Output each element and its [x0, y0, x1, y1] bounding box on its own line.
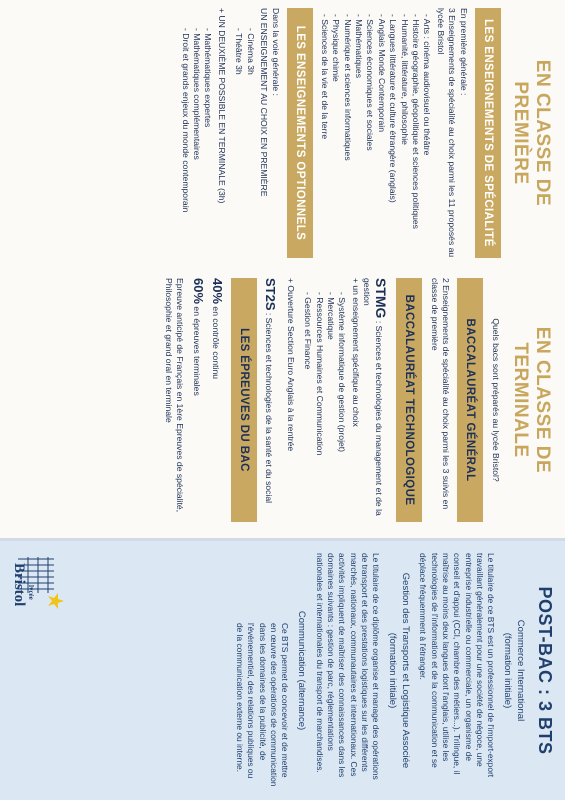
list-item: - Mathématiques — [353, 22, 364, 258]
list-item: - Théâtre 3h — [233, 36, 244, 258]
terminale-title: EN CLASSE DE TERMINALE — [510, 326, 553, 474]
specialite-list — [319, 8, 432, 258]
list-item: - Droit et grands enjeux du monde contemporain — [179, 36, 190, 258]
bts2-title: Gestion des Transports et Logistique Associée (formation initiale) — [387, 572, 411, 769]
logo-name: Bristol — [11, 563, 27, 607]
techno-band: BACCALAURÉAT TECHNOLOGIQUE — [396, 278, 422, 522]
st2s-heading — [263, 278, 278, 522]
pct-label: en épreuves terminales — [192, 304, 203, 396]
pct-controle — [210, 278, 225, 522]
stmg-options — [302, 278, 347, 522]
list-item: - Mathématiques complémentaires — [191, 36, 202, 258]
list-item: - Ressources Humaines et Communication — [313, 300, 324, 522]
specialite-intro: En première générale : — [459, 8, 469, 96]
epreuves-band: LES ÉPREUVES DU BAC — [231, 278, 257, 522]
panel-premiere — [0, 0, 565, 268]
pct-label: en contrôle continu — [211, 304, 222, 380]
panel-postbac — [0, 538, 565, 800]
stmg-heading — [361, 278, 390, 522]
bts1-text: Le titulaire de ce BTS est un professionnel de l'import-export travaillant généralement pour une société de négoce, une entreprise industrielle ou commerciale, un organisme de conseil et d'appui (CCI, chambre des métiers...). Trilingue, il maîtrise au moins deux langues dont l'anglais, utilise les technologies de l'information et de la communication et se déplace fréquemment à l'étranger. — [418, 553, 497, 778]
optionnels-head: UN ENSEIGNEMENT AU CHOIX EN PREMIÈRE — [259, 8, 270, 197]
list-item: - Physique chimie — [330, 22, 341, 258]
list-item: - Système informatique de gestion (projet) — [336, 300, 347, 522]
list-item: - Sciences de la vie et de la terre — [319, 22, 330, 258]
list-item: - Arts : cinéma audiovisuel ou théâtre — [421, 22, 432, 258]
bts1-name: Commerce International — [515, 619, 526, 722]
list-item: - Mercatique — [325, 300, 336, 522]
list-item: - Mathématiques expertes — [202, 36, 213, 258]
stmg-plus: + un enseignement spécifique au choix — [350, 278, 361, 427]
list-item: - Sciences économiques et sociales — [364, 22, 375, 258]
terminale-options-head: + UN DEUXIÈME POSSIBLE EN TERMINALE (3h) — [216, 8, 227, 204]
list-item: - Gestion et Finance — [302, 300, 313, 522]
bts3-title: Communication (alternance) — [296, 610, 308, 731]
general-band: BACCALAURÉAT GÉNÉRAL — [457, 278, 483, 522]
optionnels-intro: Dans la voie générale : — [270, 8, 281, 96]
bts1-sub: (formation initiale) — [502, 632, 514, 709]
st2s-desc: : Sciences et technologies de la santé et du social — [264, 310, 275, 504]
bts2-text: Le titulaire de ce diplôme organise et manage des opérations de transport et des prestations logistiques sur les différents marchés, nationaux, communautaires et internationaux. Ces activités impliquent de maîtriser des connaissances dans les domaines suivants : gestion de parc, réglementations nationales et internationales du transport de marchandises. — [314, 553, 382, 780]
st2s-code: ST2S — [263, 278, 279, 311]
specialite-intro2: 3 Enseignements de spécialité au choix parmi les 11 proposés au lycée Bristol — [435, 8, 458, 258]
specialite-band: LES ENSEIGNEMENTS DE SPÉCIALITÉ — [475, 8, 501, 258]
pct-value: 60% — [191, 278, 207, 305]
bts1-title — [500, 553, 526, 788]
euro-section: + Ouverture Section Euro Anglais à la rentrée — [285, 278, 296, 452]
pct-value: 40% — [210, 278, 226, 305]
list-item: - Cinéma 3h — [244, 36, 255, 258]
list-item: - Humanité, littérature, philosophie — [398, 22, 409, 258]
stmg-desc: : Sciences et technologies du management et de la gestion — [362, 278, 385, 516]
terminale-options-list — [179, 8, 213, 258]
panel-terminale — [0, 268, 565, 530]
list-item: - Histoire géographie, géopolitique et sciences politiques — [410, 22, 421, 258]
optionnels-list — [233, 8, 256, 258]
optionnels-band: LES ENSEIGNEMENTS OPTIONNELS — [287, 8, 313, 258]
pct-epreuves — [191, 278, 206, 522]
postbac-title: POST-BAC : 3 BTS — [535, 586, 555, 755]
general-text: 2 Enseignements de spécialité au choix parmi les 3 suivis en classe de première — [429, 278, 452, 510]
logo-text — [10, 563, 35, 606]
terminale-question: Quels bacs sont préparés au lycée Bristol? — [491, 318, 501, 482]
list-item: - Langues littérature et culture étrangère (anglais) — [387, 22, 398, 258]
logo-small: lycée — [27, 585, 35, 600]
premiere-title: EN CLASSE DE PREMIÈRE — [510, 59, 553, 207]
bts3-text: Ce BTS permet de concevoir et de mettre en œuvre des opérations de communication dans les domaines de la publicité, de l'événementiel, des relations publiques ou de la communication externe ou interne. — [235, 623, 291, 787]
epreuves-text: Epreuve anticipé de Français en 1ère Epreuves de spécialité, Philosophie et grand oral en terminale — [163, 278, 186, 513]
stmg-code: STMG — [373, 278, 390, 319]
list-item: - Numérique et sciences informatiques — [341, 22, 352, 258]
list-item: - Anglais Monde Contemporain — [376, 22, 387, 258]
